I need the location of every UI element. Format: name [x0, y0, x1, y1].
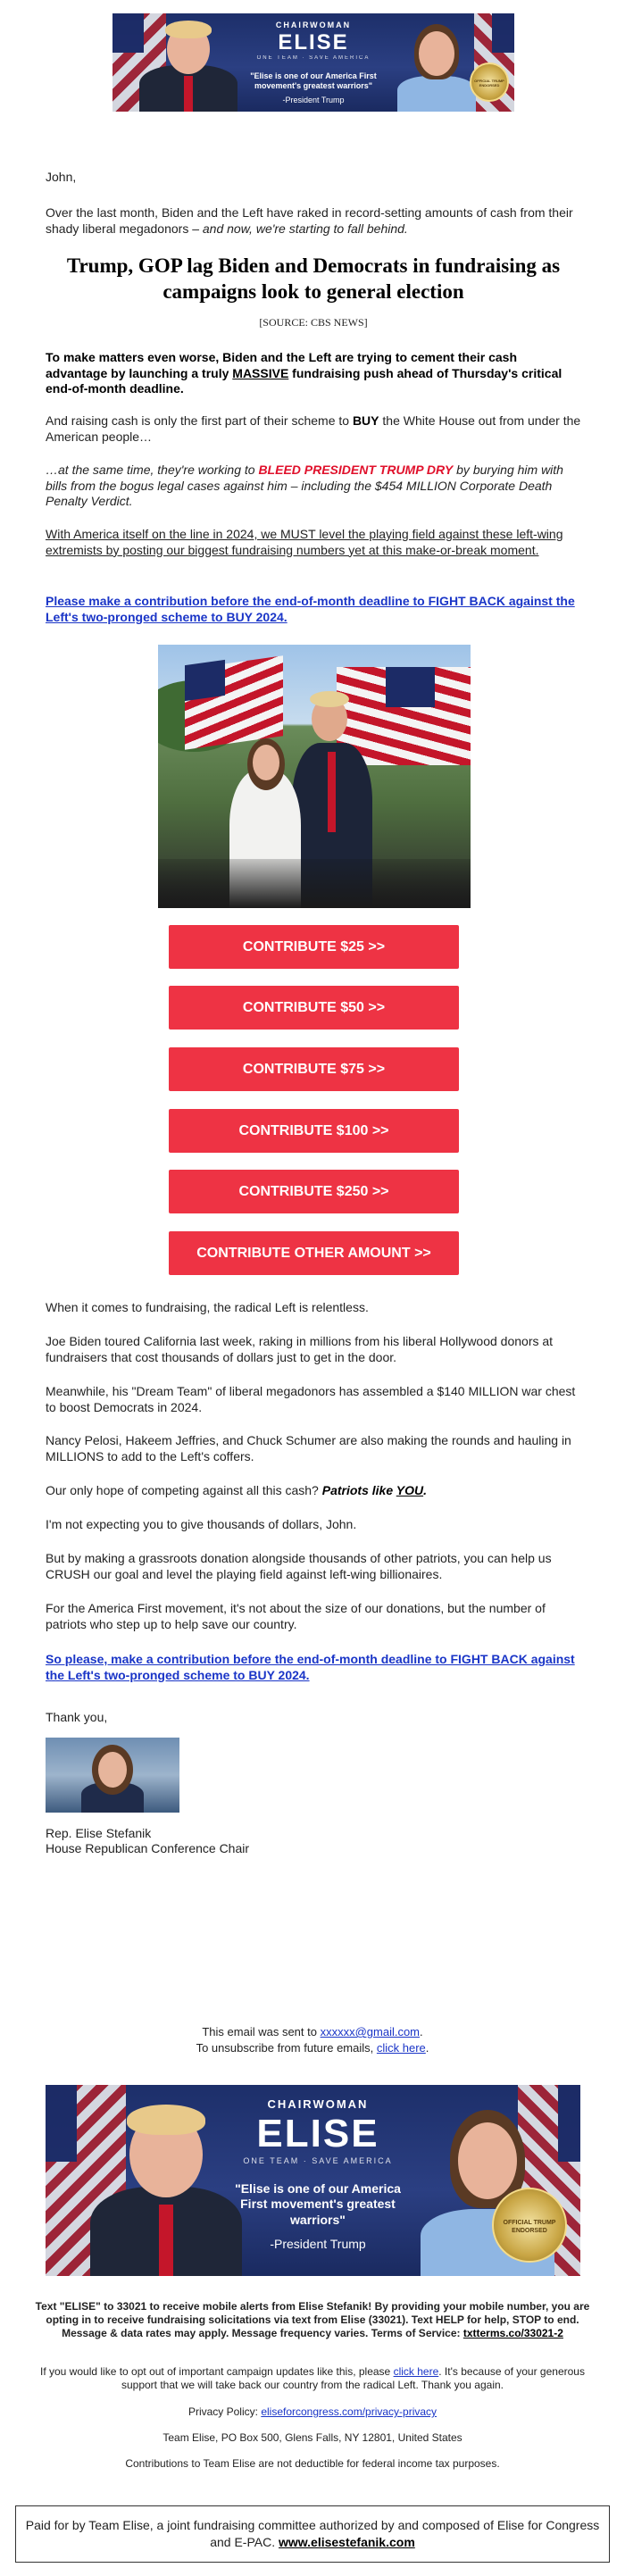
signature-title: House Republican Conference Chair	[46, 1841, 250, 1855]
footer-banner-tagline: ONE TEAM · SAVE AMERICA	[243, 2156, 393, 2166]
footer-seal-text: OFFICIAL TRUMP ENDORSED	[503, 2220, 556, 2234]
p5-b: Patriots like	[321, 1483, 396, 1497]
opt-out-suffix: . It's because of your generous support that we will take back our country from the radical Left. Thank you again.	[121, 2365, 585, 2391]
bleed-emph: BLEED PRESIDENT TRUMP DRY	[258, 463, 454, 477]
trump-portrait	[139, 13, 238, 112]
footer-banner-attribution: -President Trump	[270, 2237, 366, 2251]
opt-out-notice	[25, 2365, 600, 2392]
stefanik-signature-photo	[46, 1738, 179, 1813]
header-banner	[112, 13, 514, 112]
privacy-line	[0, 2405, 625, 2419]
signature-name: Rep. Elise Stefanik	[46, 1826, 152, 1840]
contribute-link-top[interactable]: Please make a contribution before the end-of-month deadline to FIGHT BACK against the Left's two-pronged scheme to BUY 2024.	[46, 594, 575, 624]
buy-c: the White House out from under the American people…	[46, 413, 581, 444]
worse-massive: MASSIVE	[232, 365, 289, 380]
article-source: [SOURCE: CBS NEWS]	[259, 316, 368, 329]
contribute-link-bottom[interactable]: So please, make a contribution before the end-of-month deadline to FIGHT BACK against the Left's two-pronged scheme to BUY 2024.	[46, 1652, 575, 1682]
privacy-policy-link[interactable]: eliseforcongress.com/privacy-privacy	[261, 2405, 438, 2418]
trump-endorsed-seal	[470, 63, 509, 102]
bleed-c: by burying him with bills from the bogus legal cases against him – including the $454 MILLION Corporate Death Penalty Verdict.	[46, 463, 563, 508]
contribute-100-button[interactable]: CONTRIBUTE $100 >>	[169, 1109, 459, 1153]
body-paragraph-2: Joe Biden toured California last week, raking in millions from his liberal Hollywood donors at fundraisers that cost thousands of dollars just to get in the door.	[46, 1334, 554, 1364]
sent-to-line	[0, 2025, 625, 2039]
worse-a: To make matters even worse, Biden and the Left are trying to cement their cash advantage by launching a truly	[46, 350, 518, 380]
contribute-25-button[interactable]: CONTRIBUTE $25 >>	[169, 925, 459, 969]
bleed-a: …at the same time, they're working to	[46, 463, 259, 477]
banner-tagline: ONE TEAM · SAVE AMERICA	[256, 55, 371, 62]
paragraph-buy	[46, 413, 581, 445]
footer-banner	[46, 2085, 580, 2276]
sent-to-prefix: This email was sent to	[202, 2025, 321, 2038]
footer-banner-quote: "Elise is one of our America First movement's greatest warriors"	[235, 2180, 401, 2227]
banner-elise-logo: ELISE	[278, 30, 349, 55]
contribute-75-button[interactable]: CONTRIBUTE $75 >>	[169, 1047, 459, 1091]
paid-for-disclaimer	[15, 2505, 610, 2563]
contribute-250-button[interactable]: CONTRIBUTE $250 >>	[169, 1170, 459, 1213]
intro-paragraph	[46, 205, 581, 237]
body-paragraph-6: I'm not expecting you to give thousands of dollars, John.	[46, 1517, 357, 1531]
banner-quote: "Elise is one of our America First movement's greatest warriors"	[250, 71, 377, 90]
thanks-text: Thank you,	[46, 1710, 108, 1724]
article-headline: Trump, GOP lag Biden and Democrats in fundraising as campaigns look to general election	[66, 254, 561, 303]
trump-endorsed-seal-footer	[492, 2188, 567, 2263]
buy-emph: BUY	[352, 413, 379, 428]
greeting: John,	[46, 170, 77, 184]
footer-banner-elise-logo: ELISE	[256, 2112, 379, 2156]
worse-c: fundraising push ahead of Thursday's critical end-of-month deadline.	[46, 365, 562, 396]
stefanik-portrait	[396, 13, 477, 112]
unsubscribe-prefix: To unsubscribe from future emails,	[196, 2041, 377, 2055]
privacy-label: Privacy Policy:	[188, 2405, 262, 2418]
intro-lead: Over the last month, Biden and the Left have raked in record-setting amounts of cash from their shady liberal megadonors –	[46, 205, 573, 236]
paid-for-text: Paid for by Team Elise, a joint fundraising committee authorized by and composed of Elise for Congress and E-PAC.	[25, 2518, 600, 2549]
paragraph-level-field: With America itself on the line in 2024, we MUST level the playing field against these left-wing extremists by posting our biggest fundraising numbers yet at this make-or-break moment.	[46, 527, 563, 557]
contribute-50-button[interactable]: CONTRIBUTE $50 >>	[169, 986, 459, 1030]
banner-chairwoman: CHAIRWOMAN	[275, 21, 352, 29]
sms-terms-link[interactable]: txtterms.co/33021-2	[462, 2327, 563, 2339]
tax-deductibility-note: Contributions to Team Elise are not deductible for federal income tax purposes.	[125, 2457, 500, 2470]
body-paragraph-4: Nancy Pelosi, Hakeem Jeffries, and Chuck Schumer are also making the rounds and hauling in MILLIONS to add to the Left's coffers.	[46, 1433, 571, 1463]
p5-d: .	[423, 1483, 427, 1497]
sms-notice	[25, 2300, 600, 2340]
paragraph-bleed	[46, 463, 581, 510]
unsubscribe-link[interactable]: click here	[376, 2041, 426, 2055]
body-paragraph-5	[46, 1483, 581, 1499]
opt-out-link[interactable]: click here	[393, 2365, 439, 2378]
recipient-email-link[interactable]: xxxxxx@gmail.com	[320, 2025, 421, 2038]
banner-attribution: -President Trump	[282, 96, 345, 105]
sent-to-suffix: .	[420, 2025, 423, 2038]
seal-text: OFFICIAL TRUMP ENDORSED	[474, 79, 504, 88]
body-paragraph-7: But by making a grassroots donation alongside thousands of other patriots, you can help us CRUSH our goal and level the playing field against left-wing billionaires.	[46, 1551, 552, 1581]
body-paragraph-3: Meanwhile, his "Dream Team" of liberal megadonors has assembled a $140 MILLION war chest to boost Democrats in 2024.	[46, 1384, 576, 1414]
footer-banner-chairwoman: CHAIRWOMAN	[267, 2097, 369, 2111]
mailing-address: Team Elise, PO Box 500, Glens Falls, NY 12801, United States	[162, 2431, 462, 2444]
buy-a: And raising cash is only the first part of their scheme to	[46, 413, 353, 428]
unsubscribe-suffix: .	[425, 2041, 429, 2055]
intro-emphasis: and now, we're starting to fall behind.	[202, 221, 408, 236]
website-link[interactable]: www.elisestefanik.com	[279, 2534, 415, 2549]
crowd-foreground	[158, 859, 471, 908]
sms-notice-text: Text "ELISE" to 33021 to receive mobile alerts from Elise Stefanik! By providing your mobile number, you are opting in to receive fundraising solicitations via text from Elise (33021). Text HELP for help, STOP to end. Message & data rates may apply. Message frequency varies. Terms of Service:	[35, 2300, 590, 2339]
p5-you: YOU	[396, 1483, 424, 1497]
trump-portrait-footer	[90, 2085, 242, 2276]
unsubscribe-line	[0, 2041, 625, 2055]
stefanik-trump-rally-photo	[158, 645, 471, 908]
body-paragraph-8: For the America First movement, it's not about the size of our donations, but the number of patriots who step up to help save our country.	[46, 1601, 546, 1631]
opt-out-prefix: If you would like to opt out of important campaign updates like this, please	[40, 2365, 394, 2378]
contribute-other-button[interactable]: CONTRIBUTE OTHER AMOUNT >>	[169, 1231, 459, 1275]
paragraph-worse	[46, 350, 581, 397]
p5-a: Our only hope of competing against all this cash?	[46, 1483, 322, 1497]
body-paragraph-1: When it comes to fundraising, the radical Left is relentless.	[46, 1300, 369, 1314]
